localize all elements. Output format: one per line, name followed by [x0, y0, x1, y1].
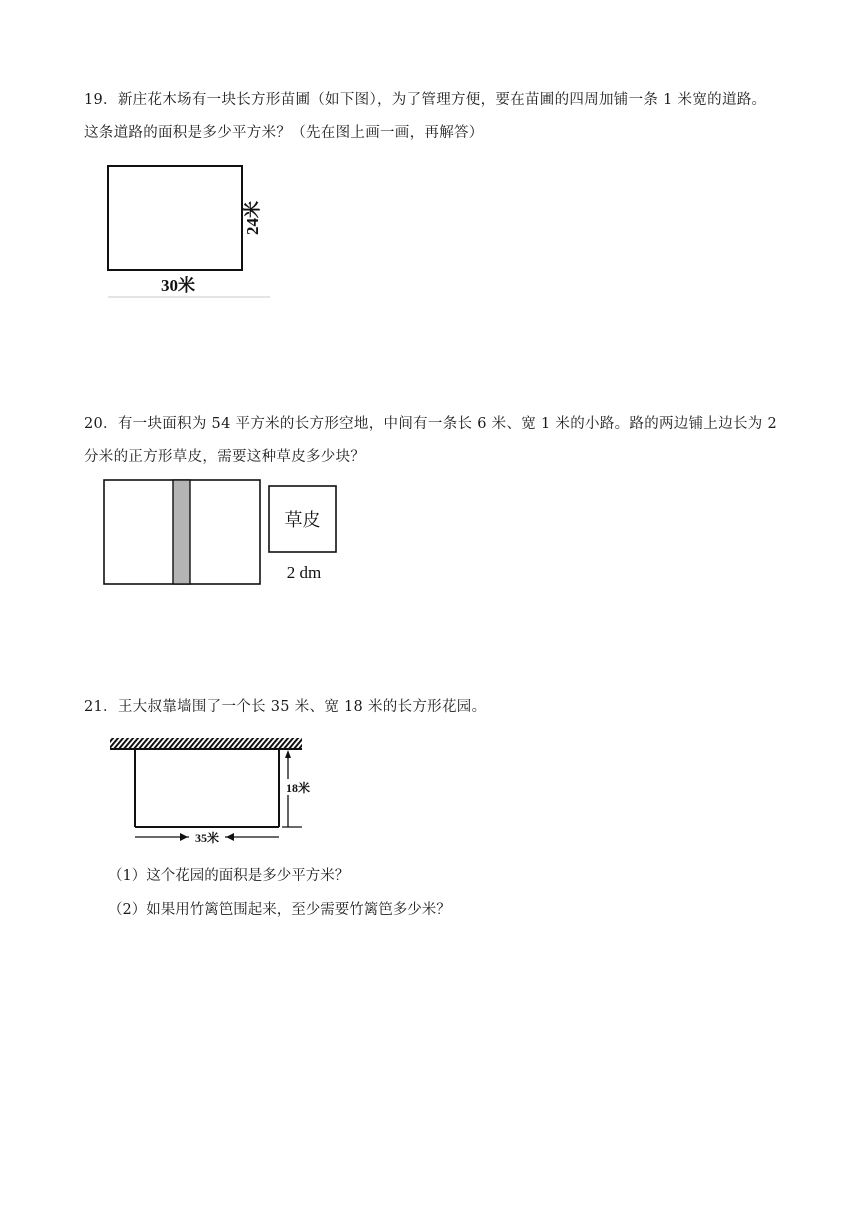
question-19-line-2: 这条道路的面积是多少平方米？（先在图上画一画，再解答） [84, 125, 484, 141]
height-label: 24米 [243, 201, 262, 235]
question-19-line-1: 19．新庄花木场有一块长方形苗圃（如下图），为了管理方便，要在苗圃的四周加铺一条 1 米宽的道路。 [84, 92, 767, 108]
width-arrow-left-icon [226, 833, 234, 841]
garden-figure [106, 733, 316, 853]
height-arrow-up-icon [285, 750, 291, 758]
question-20-line-2: 分米的正方形草皮，需要这种草皮多少块？ [84, 449, 366, 465]
nursery-rectangle-figure [100, 160, 280, 302]
turf-side-label: 2 dm [286, 563, 322, 582]
nursery-rectangle [108, 166, 242, 270]
question-20-line-1: 20．有一块面积为 54 平方米的长方形空地，中间有一条长 6 米、宽 1 米的小路。路的两边铺上边长为 2 [84, 416, 778, 432]
sub-question-1: （1）这个花园的面积是多少平方米？ [108, 868, 350, 884]
open-land-figure [100, 476, 350, 591]
width-arrow-right-icon [180, 833, 188, 841]
wall-hatch [110, 738, 302, 749]
garden-height-label: 18米 [285, 781, 311, 795]
sub-question-2: （2）如果用竹篱笆围起来，至少需要竹篱笆多少米？ [108, 902, 451, 918]
garden-width-label: 35米 [194, 831, 220, 845]
question-21-line-1: 21．王大叔靠墙围了一个长 35 米、宽 18 米的长方形花园。 [84, 699, 487, 715]
width-label: 30米 [161, 276, 195, 295]
turf-label: 草皮 [284, 510, 321, 531]
small-path [173, 480, 190, 584]
